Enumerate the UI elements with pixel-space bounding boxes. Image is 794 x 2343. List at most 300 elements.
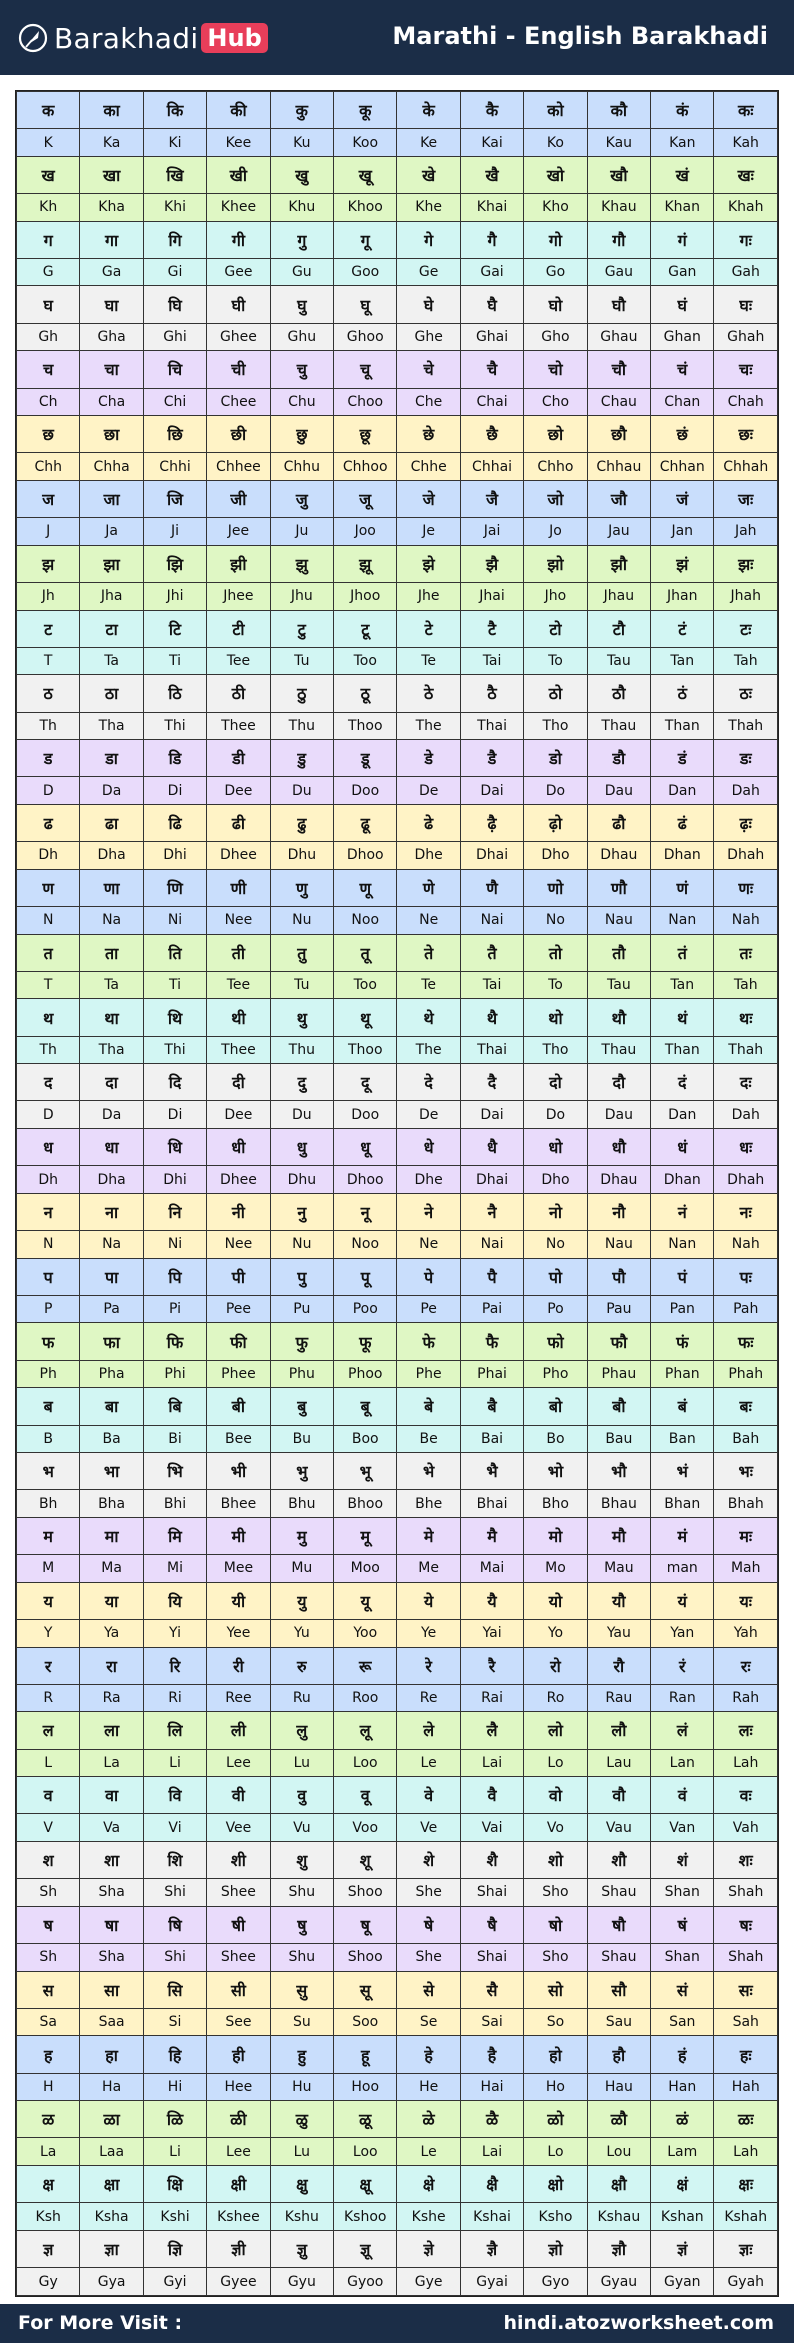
marathi-cell: गौ bbox=[587, 221, 650, 258]
english-cell: Do bbox=[524, 1101, 587, 1129]
marathi-cell: ये bbox=[397, 1582, 460, 1619]
english-cell: Chho bbox=[524, 453, 587, 481]
english-cell: Dan bbox=[651, 1101, 714, 1129]
marathi-cell: का bbox=[80, 92, 143, 129]
marathi-cell: ष bbox=[17, 1906, 80, 1943]
english-cell: Pau bbox=[587, 1295, 650, 1323]
marathi-cell: शु bbox=[270, 1841, 333, 1878]
english-cell: Sho bbox=[524, 1944, 587, 1972]
marathi-cell: ड bbox=[17, 740, 80, 777]
marathi-cell: बु bbox=[270, 1388, 333, 1425]
english-cell: Saa bbox=[80, 2008, 143, 2036]
marathi-cell: शी bbox=[207, 1841, 270, 1878]
marathi-cell: नु bbox=[270, 1193, 333, 1230]
english-cell: Ksh bbox=[17, 2203, 80, 2231]
marathi-cell: घौ bbox=[587, 286, 650, 323]
marathi-cell: ढ़ो bbox=[524, 804, 587, 841]
english-cell: Thu bbox=[270, 1036, 333, 1064]
english-cell: Ti bbox=[143, 647, 206, 675]
english-cell: Too bbox=[334, 647, 397, 675]
english-cell: Kshah bbox=[714, 2203, 778, 2231]
english-cell: Tu bbox=[270, 647, 333, 675]
english-cell: Tai bbox=[460, 971, 523, 999]
english-cell: Sau bbox=[587, 2008, 650, 2036]
english-cell: Mo bbox=[524, 1555, 587, 1583]
english-cell: Khee bbox=[207, 194, 270, 222]
marathi-cell: हः bbox=[714, 2036, 778, 2073]
english-cell: Ge bbox=[397, 258, 460, 286]
marathi-cell: क्षी bbox=[207, 2166, 270, 2203]
marathi-cell: कू bbox=[334, 92, 397, 129]
english-cell: Dhe bbox=[397, 1166, 460, 1194]
english-cell: Chi bbox=[143, 388, 206, 416]
marathi-cell: क्षे bbox=[397, 2166, 460, 2203]
marathi-cell: ले bbox=[397, 1712, 460, 1749]
english-cell: Ghu bbox=[270, 323, 333, 351]
english-cell: Le bbox=[397, 1749, 460, 1777]
english-cell: Lah bbox=[714, 1749, 778, 1777]
marathi-cell: गै bbox=[460, 221, 523, 258]
marathi-cell: ज्ञै bbox=[460, 2230, 523, 2267]
english-cell: Hai bbox=[460, 2073, 523, 2101]
english-cell: Gah bbox=[714, 258, 778, 286]
english-cell: Shee bbox=[207, 1944, 270, 1972]
marathi-cell: घू bbox=[334, 286, 397, 323]
latin-row bbox=[17, 1749, 778, 1777]
marathi-cell: शा bbox=[80, 1841, 143, 1878]
english-cell: Vo bbox=[524, 1814, 587, 1842]
marathi-cell: घो bbox=[524, 286, 587, 323]
marathi-cell: डी bbox=[207, 740, 270, 777]
marathi-cell: नः bbox=[714, 1193, 778, 1230]
marathi-cell: रै bbox=[460, 1647, 523, 1684]
marathi-cell: णं bbox=[651, 869, 714, 906]
marathi-cell: चः bbox=[714, 351, 778, 388]
marathi-cell: षः bbox=[714, 1906, 778, 1943]
english-cell: Dhu bbox=[270, 1166, 333, 1194]
english-cell: Mai bbox=[460, 1555, 523, 1583]
english-cell: J bbox=[17, 518, 80, 546]
marathi-cell: गः bbox=[714, 221, 778, 258]
marathi-cell: थो bbox=[524, 999, 587, 1036]
devanagari-row bbox=[17, 740, 778, 777]
english-cell: Kshi bbox=[143, 2203, 206, 2231]
english-cell: Jhai bbox=[460, 582, 523, 610]
marathi-cell: लः bbox=[714, 1712, 778, 1749]
marathi-cell: ट bbox=[17, 610, 80, 647]
devanagari-row bbox=[17, 675, 778, 712]
english-cell: So bbox=[524, 2008, 587, 2036]
latin-row bbox=[17, 1684, 778, 1712]
marathi-cell: बौ bbox=[587, 1388, 650, 1425]
marathi-cell: णि bbox=[143, 869, 206, 906]
english-cell: Do bbox=[524, 777, 587, 805]
english-cell: Poo bbox=[334, 1295, 397, 1323]
english-cell: Mau bbox=[587, 1555, 650, 1583]
devanagari-row bbox=[17, 351, 778, 388]
english-cell: Nah bbox=[714, 1231, 778, 1259]
marathi-cell: ढि bbox=[143, 804, 206, 841]
english-cell: Hu bbox=[270, 2073, 333, 2101]
marathi-cell: वु bbox=[270, 1777, 333, 1814]
devanagari-row bbox=[17, 416, 778, 453]
english-cell: Tu bbox=[270, 971, 333, 999]
marathi-cell: ळा bbox=[80, 2101, 143, 2138]
english-cell: T bbox=[17, 647, 80, 675]
english-cell: Pee bbox=[207, 1295, 270, 1323]
marathi-cell: लू bbox=[334, 1712, 397, 1749]
english-cell: Tha bbox=[80, 1036, 143, 1064]
devanagari-row bbox=[17, 2166, 778, 2203]
english-cell: Vee bbox=[207, 1814, 270, 1842]
english-cell: Se bbox=[397, 2008, 460, 2036]
english-cell: Hoo bbox=[334, 2073, 397, 2101]
english-cell: Loo bbox=[334, 1749, 397, 1777]
marathi-cell: डा bbox=[80, 740, 143, 777]
marathi-cell: जौ bbox=[587, 480, 650, 517]
english-cell: Soo bbox=[334, 2008, 397, 2036]
english-cell: Jee bbox=[207, 518, 270, 546]
marathi-cell: वो bbox=[524, 1777, 587, 1814]
english-cell: Le bbox=[397, 2138, 460, 2166]
latin-row bbox=[17, 2073, 778, 2101]
english-cell: Mu bbox=[270, 1555, 333, 1583]
marathi-cell: यु bbox=[270, 1582, 333, 1619]
english-cell: Voo bbox=[334, 1814, 397, 1842]
english-cell: D bbox=[17, 777, 80, 805]
marathi-cell: दे bbox=[397, 1064, 460, 1101]
english-cell: Bhu bbox=[270, 1490, 333, 1518]
english-cell: Yah bbox=[714, 1619, 778, 1647]
marathi-cell: भौ bbox=[587, 1453, 650, 1490]
marathi-cell: शो bbox=[524, 1841, 587, 1878]
marathi-cell: खि bbox=[143, 156, 206, 193]
english-cell: Ph bbox=[17, 1360, 80, 1388]
marathi-cell: प bbox=[17, 1258, 80, 1295]
marathi-cell: फा bbox=[80, 1323, 143, 1360]
marathi-cell: छं bbox=[651, 416, 714, 453]
marathi-cell: स bbox=[17, 1971, 80, 2008]
marathi-cell: थी bbox=[207, 999, 270, 1036]
marathi-cell: खः bbox=[714, 156, 778, 193]
english-cell: Ghai bbox=[460, 323, 523, 351]
english-cell: Bi bbox=[143, 1425, 206, 1453]
english-cell: Jhu bbox=[270, 582, 333, 610]
marathi-cell: फ bbox=[17, 1323, 80, 1360]
marathi-cell: के bbox=[397, 92, 460, 129]
marathi-cell: क्षू bbox=[334, 2166, 397, 2203]
marathi-cell: वा bbox=[80, 1777, 143, 1814]
english-cell: Thah bbox=[714, 1036, 778, 1064]
marathi-cell: धो bbox=[524, 1129, 587, 1166]
english-cell: Thi bbox=[143, 1036, 206, 1064]
latin-row bbox=[17, 1036, 778, 1064]
marathi-cell: बि bbox=[143, 1388, 206, 1425]
devanagari-row bbox=[17, 480, 778, 517]
english-cell: D bbox=[17, 1101, 80, 1129]
marathi-cell: क्ष bbox=[17, 2166, 80, 2203]
marathi-cell: ळु bbox=[270, 2101, 333, 2138]
marathi-cell: लौ bbox=[587, 1712, 650, 1749]
english-cell: Dhee bbox=[207, 1166, 270, 1194]
marathi-cell: टे bbox=[397, 610, 460, 647]
english-cell: Ru bbox=[270, 1684, 333, 1712]
english-cell: Vau bbox=[587, 1814, 650, 1842]
english-cell: Chhoo bbox=[334, 453, 397, 481]
english-cell: Gan bbox=[651, 258, 714, 286]
marathi-cell: धै bbox=[460, 1129, 523, 1166]
marathi-cell: रं bbox=[651, 1647, 714, 1684]
marathi-cell: ळौ bbox=[587, 2101, 650, 2138]
marathi-cell: ज्ञे bbox=[397, 2230, 460, 2267]
devanagari-row bbox=[17, 1841, 778, 1878]
english-cell: Khau bbox=[587, 194, 650, 222]
marathi-cell: यी bbox=[207, 1582, 270, 1619]
footer-url[interactable]: hindi.atozworksheet.com bbox=[503, 2312, 774, 2334]
marathi-cell: दो bbox=[524, 1064, 587, 1101]
marathi-cell: बे bbox=[397, 1388, 460, 1425]
english-cell: Shah bbox=[714, 1944, 778, 1972]
english-cell: Gyi bbox=[143, 2268, 206, 2296]
latin-row bbox=[17, 1879, 778, 1907]
english-cell: P bbox=[17, 1295, 80, 1323]
english-cell: Jh bbox=[17, 582, 80, 610]
marathi-cell: टः bbox=[714, 610, 778, 647]
marathi-cell: तं bbox=[651, 934, 714, 971]
english-cell: Bau bbox=[587, 1425, 650, 1453]
devanagari-row bbox=[17, 869, 778, 906]
english-cell: Thau bbox=[587, 712, 650, 740]
marathi-cell: रः bbox=[714, 1647, 778, 1684]
english-cell: Jhan bbox=[651, 582, 714, 610]
english-cell: Thoo bbox=[334, 1036, 397, 1064]
marathi-cell: झे bbox=[397, 545, 460, 582]
devanagari-row bbox=[17, 2101, 778, 2138]
marathi-cell: टू bbox=[334, 610, 397, 647]
english-cell: Gh bbox=[17, 323, 80, 351]
marathi-cell: षि bbox=[143, 1906, 206, 1943]
marathi-cell: फं bbox=[651, 1323, 714, 1360]
english-cell: To bbox=[524, 647, 587, 675]
english-cell: Bh bbox=[17, 1490, 80, 1518]
english-cell: Lau bbox=[587, 1749, 650, 1777]
english-cell: See bbox=[207, 2008, 270, 2036]
english-cell: Jhau bbox=[587, 582, 650, 610]
marathi-cell: भे bbox=[397, 1453, 460, 1490]
english-cell: Doo bbox=[334, 777, 397, 805]
marathi-cell: थः bbox=[714, 999, 778, 1036]
english-cell: G bbox=[17, 258, 80, 286]
english-cell: Gyan bbox=[651, 2268, 714, 2296]
english-cell: Ne bbox=[397, 907, 460, 935]
english-cell: Pho bbox=[524, 1360, 587, 1388]
english-cell: Shai bbox=[460, 1944, 523, 1972]
marathi-cell: घं bbox=[651, 286, 714, 323]
english-cell: Kshu bbox=[270, 2203, 333, 2231]
marathi-cell: गि bbox=[143, 221, 206, 258]
english-cell: Jo bbox=[524, 518, 587, 546]
marathi-cell: दः bbox=[714, 1064, 778, 1101]
english-cell: K bbox=[17, 129, 80, 157]
marathi-cell: ठ bbox=[17, 675, 80, 712]
english-cell: Thah bbox=[714, 712, 778, 740]
marathi-cell: कः bbox=[714, 92, 778, 129]
devanagari-row bbox=[17, 2036, 778, 2073]
marathi-cell: चो bbox=[524, 351, 587, 388]
marathi-cell: रा bbox=[80, 1647, 143, 1684]
english-cell: Shau bbox=[587, 1944, 650, 1972]
english-cell: Yan bbox=[651, 1619, 714, 1647]
english-cell: Te bbox=[397, 647, 460, 675]
marathi-cell: शं bbox=[651, 1841, 714, 1878]
english-cell: Nee bbox=[207, 907, 270, 935]
english-cell: Yai bbox=[460, 1619, 523, 1647]
english-cell: Sah bbox=[714, 2008, 778, 2036]
header-bar bbox=[0, 0, 794, 75]
english-cell: Nee bbox=[207, 1231, 270, 1259]
marathi-cell: ढु bbox=[270, 804, 333, 841]
marathi-cell: ज bbox=[17, 480, 80, 517]
logo[interactable] bbox=[18, 20, 268, 56]
marathi-cell: णी bbox=[207, 869, 270, 906]
english-cell: Chu bbox=[270, 388, 333, 416]
marathi-cell: णः bbox=[714, 869, 778, 906]
english-cell: Ree bbox=[207, 1684, 270, 1712]
english-cell: Ba bbox=[80, 1425, 143, 1453]
marathi-cell: छ bbox=[17, 416, 80, 453]
marathi-cell: मे bbox=[397, 1517, 460, 1554]
english-cell: Bo bbox=[524, 1425, 587, 1453]
devanagari-row bbox=[17, 1906, 778, 1943]
marathi-cell: भू bbox=[334, 1453, 397, 1490]
marathi-cell: डः bbox=[714, 740, 778, 777]
devanagari-row bbox=[17, 2230, 778, 2267]
marathi-cell: मो bbox=[524, 1517, 587, 1554]
marathi-cell: षू bbox=[334, 1906, 397, 1943]
marathi-cell: हू bbox=[334, 2036, 397, 2073]
marathi-cell: ळो bbox=[524, 2101, 587, 2138]
marathi-cell: लं bbox=[651, 1712, 714, 1749]
english-cell: Nan bbox=[651, 1231, 714, 1259]
english-cell: Gi bbox=[143, 258, 206, 286]
english-cell: Ro bbox=[524, 1684, 587, 1712]
english-cell: Dan bbox=[651, 777, 714, 805]
english-cell: Di bbox=[143, 1101, 206, 1129]
english-cell: No bbox=[524, 907, 587, 935]
marathi-cell: पो bbox=[524, 1258, 587, 1295]
english-cell: Mi bbox=[143, 1555, 206, 1583]
marathi-cell: लो bbox=[524, 1712, 587, 1749]
english-cell: Tha bbox=[80, 712, 143, 740]
english-cell: Ghah bbox=[714, 323, 778, 351]
marathi-cell: थू bbox=[334, 999, 397, 1036]
marathi-cell: झं bbox=[651, 545, 714, 582]
marathi-cell: त bbox=[17, 934, 80, 971]
marathi-cell: बो bbox=[524, 1388, 587, 1425]
marathi-cell: ठं bbox=[651, 675, 714, 712]
english-cell: B bbox=[17, 1425, 80, 1453]
english-cell: Tee bbox=[207, 647, 270, 675]
marathi-cell: सू bbox=[334, 1971, 397, 2008]
marathi-cell: तो bbox=[524, 934, 587, 971]
english-cell: La bbox=[80, 1749, 143, 1777]
english-cell: Gyo bbox=[524, 2268, 587, 2296]
english-cell: Pe bbox=[397, 1295, 460, 1323]
marathi-cell: भो bbox=[524, 1453, 587, 1490]
marathi-cell: तै bbox=[460, 934, 523, 971]
marathi-cell: पौ bbox=[587, 1258, 650, 1295]
marathi-cell: ळै bbox=[460, 2101, 523, 2138]
marathi-cell: ज्ञा bbox=[80, 2230, 143, 2267]
marathi-cell: णे bbox=[397, 869, 460, 906]
marathi-cell: ळि bbox=[143, 2101, 206, 2138]
marathi-cell: घः bbox=[714, 286, 778, 323]
english-cell: Van bbox=[651, 1814, 714, 1842]
english-cell: Phi bbox=[143, 1360, 206, 1388]
marathi-cell: वः bbox=[714, 1777, 778, 1814]
english-cell: Dhai bbox=[460, 842, 523, 870]
marathi-cell: फै bbox=[460, 1323, 523, 1360]
english-cell: Du bbox=[270, 1101, 333, 1129]
english-cell: Dah bbox=[714, 1101, 778, 1129]
english-cell: man bbox=[651, 1555, 714, 1583]
marathi-cell: सि bbox=[143, 1971, 206, 2008]
english-cell: Dhe bbox=[397, 842, 460, 870]
marathi-cell: ज्ञू bbox=[334, 2230, 397, 2267]
marathi-cell: वौ bbox=[587, 1777, 650, 1814]
latin-row bbox=[17, 1555, 778, 1583]
english-cell: Si bbox=[143, 2008, 206, 2036]
english-cell: Lu bbox=[270, 2138, 333, 2166]
marathi-cell: न bbox=[17, 1193, 80, 1230]
latin-row bbox=[17, 971, 778, 999]
english-cell: Dhau bbox=[587, 1166, 650, 1194]
marathi-cell: जै bbox=[460, 480, 523, 517]
english-cell: Hau bbox=[587, 2073, 650, 2101]
marathi-cell: शः bbox=[714, 1841, 778, 1878]
marathi-cell: फे bbox=[397, 1323, 460, 1360]
english-cell: Shau bbox=[587, 1879, 650, 1907]
marathi-cell: बः bbox=[714, 1388, 778, 1425]
marathi-cell: ती bbox=[207, 934, 270, 971]
english-cell: Lo bbox=[524, 2138, 587, 2166]
marathi-cell: ढ़ः bbox=[714, 804, 778, 841]
marathi-cell: झौ bbox=[587, 545, 650, 582]
marathi-cell: डि bbox=[143, 740, 206, 777]
english-cell: Yoo bbox=[334, 1619, 397, 1647]
marathi-cell: नी bbox=[207, 1193, 270, 1230]
english-cell: Rai bbox=[460, 1684, 523, 1712]
english-cell: Dhah bbox=[714, 842, 778, 870]
english-cell: Khi bbox=[143, 194, 206, 222]
english-cell: Gai bbox=[460, 258, 523, 286]
marathi-cell: क्षं bbox=[651, 2166, 714, 2203]
english-cell: Gya bbox=[80, 2268, 143, 2296]
marathi-cell: य bbox=[17, 1582, 80, 1619]
marathi-cell: या bbox=[80, 1582, 143, 1619]
marathi-cell: णू bbox=[334, 869, 397, 906]
english-cell: Po bbox=[524, 1295, 587, 1323]
english-cell: Dau bbox=[587, 1101, 650, 1129]
marathi-cell: घ bbox=[17, 286, 80, 323]
english-cell: Khah bbox=[714, 194, 778, 222]
marathi-cell: ळू bbox=[334, 2101, 397, 2138]
marathi-cell: व bbox=[17, 1777, 80, 1814]
marathi-cell: लि bbox=[143, 1712, 206, 1749]
english-cell: M bbox=[17, 1555, 80, 1583]
english-cell: Go bbox=[524, 258, 587, 286]
marathi-cell: लै bbox=[460, 1712, 523, 1749]
